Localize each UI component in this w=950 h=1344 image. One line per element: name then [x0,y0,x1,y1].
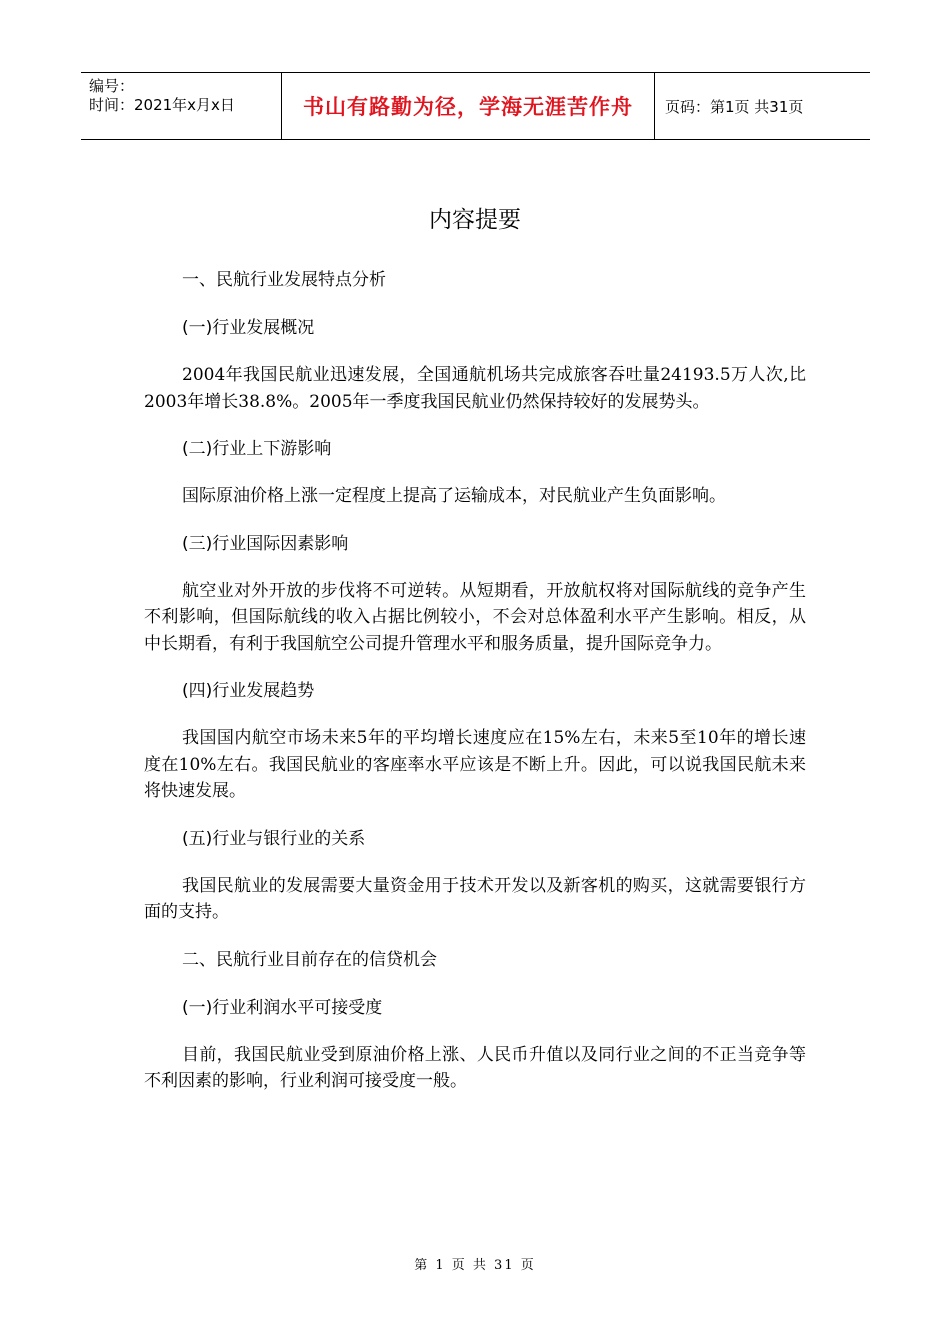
paragraph: 我国国内航空市场未来5年的平均增长速度应在15%左右，未来5至10年的增长速度在10%左右。我国民航业的客座率水平应该是不断上升。因此，可以说我国民航未来将快速发展。 [144,728,806,801]
subsection-heading: (一)行业利润水平可接受度 [182,997,383,1018]
paragraph: 目前，我国民航业受到原油价格上涨、人民币升值以及同行业之间的不正当竞争等不利因素的影响，行业利润可接受度一般。 [144,1044,806,1091]
header-table [81,72,870,140]
page-title: 内容提要 [429,207,521,233]
header-meta-cell [81,73,282,139]
paragraph: 2004年我国民航业迅速发展，全国通航机场共完成旅客吞吐量24193.5万人次,比2003年增长38.8%。2005年一季度我国民航业仍然保持较好的发展势头。 [144,365,806,412]
section-heading: 二、民航行业目前存在的信贷机会 [182,949,437,970]
section-heading: 一、民航行业发展特点分析 [182,270,386,290]
header-page-cell [655,73,870,139]
subsection-heading: (三)行业国际因素影响 [182,533,349,554]
subsection-heading: (四)行业发展趋势 [182,681,315,701]
document-body [144,266,806,1095]
subsection-heading: (五)行业与银行业的关系 [182,828,366,849]
paragraph: 我国民航业的发展需要大量资金用于技术开发以及新客机的购买，这就需要银行方面的支持。 [144,875,806,922]
page-info: 页码：第1页 共31页 [665,97,804,116]
page-footer: 第 1 页 共 31 页 [414,1258,536,1273]
document-number-label: 编号： [89,77,135,95]
subsection-heading: (二)行业上下游影响 [182,439,332,459]
motto-text: 书山有路勤为径，学海无涯苦作舟 [303,95,633,119]
paragraph: 国际原油价格上涨一定程度上提高了运输成本，对民航业产生负面影响。 [182,486,726,506]
document-time-label: 时间：2021年x月x日 [89,96,235,114]
subsection-heading: (一)行业发展概况 [182,318,315,338]
header-motto-cell [282,73,655,139]
paragraph: 航空业对外开放的步伐将不可逆转。从短期看，开放航权将对国际航线的竞争产生不利影响，但国际航线的收入占据比例较小，不会对总体盈利水平产生影响。相反，从中长期看，有利于我国航空公司提升管理水平和服务质量，提升国际竞争力。 [144,580,806,654]
